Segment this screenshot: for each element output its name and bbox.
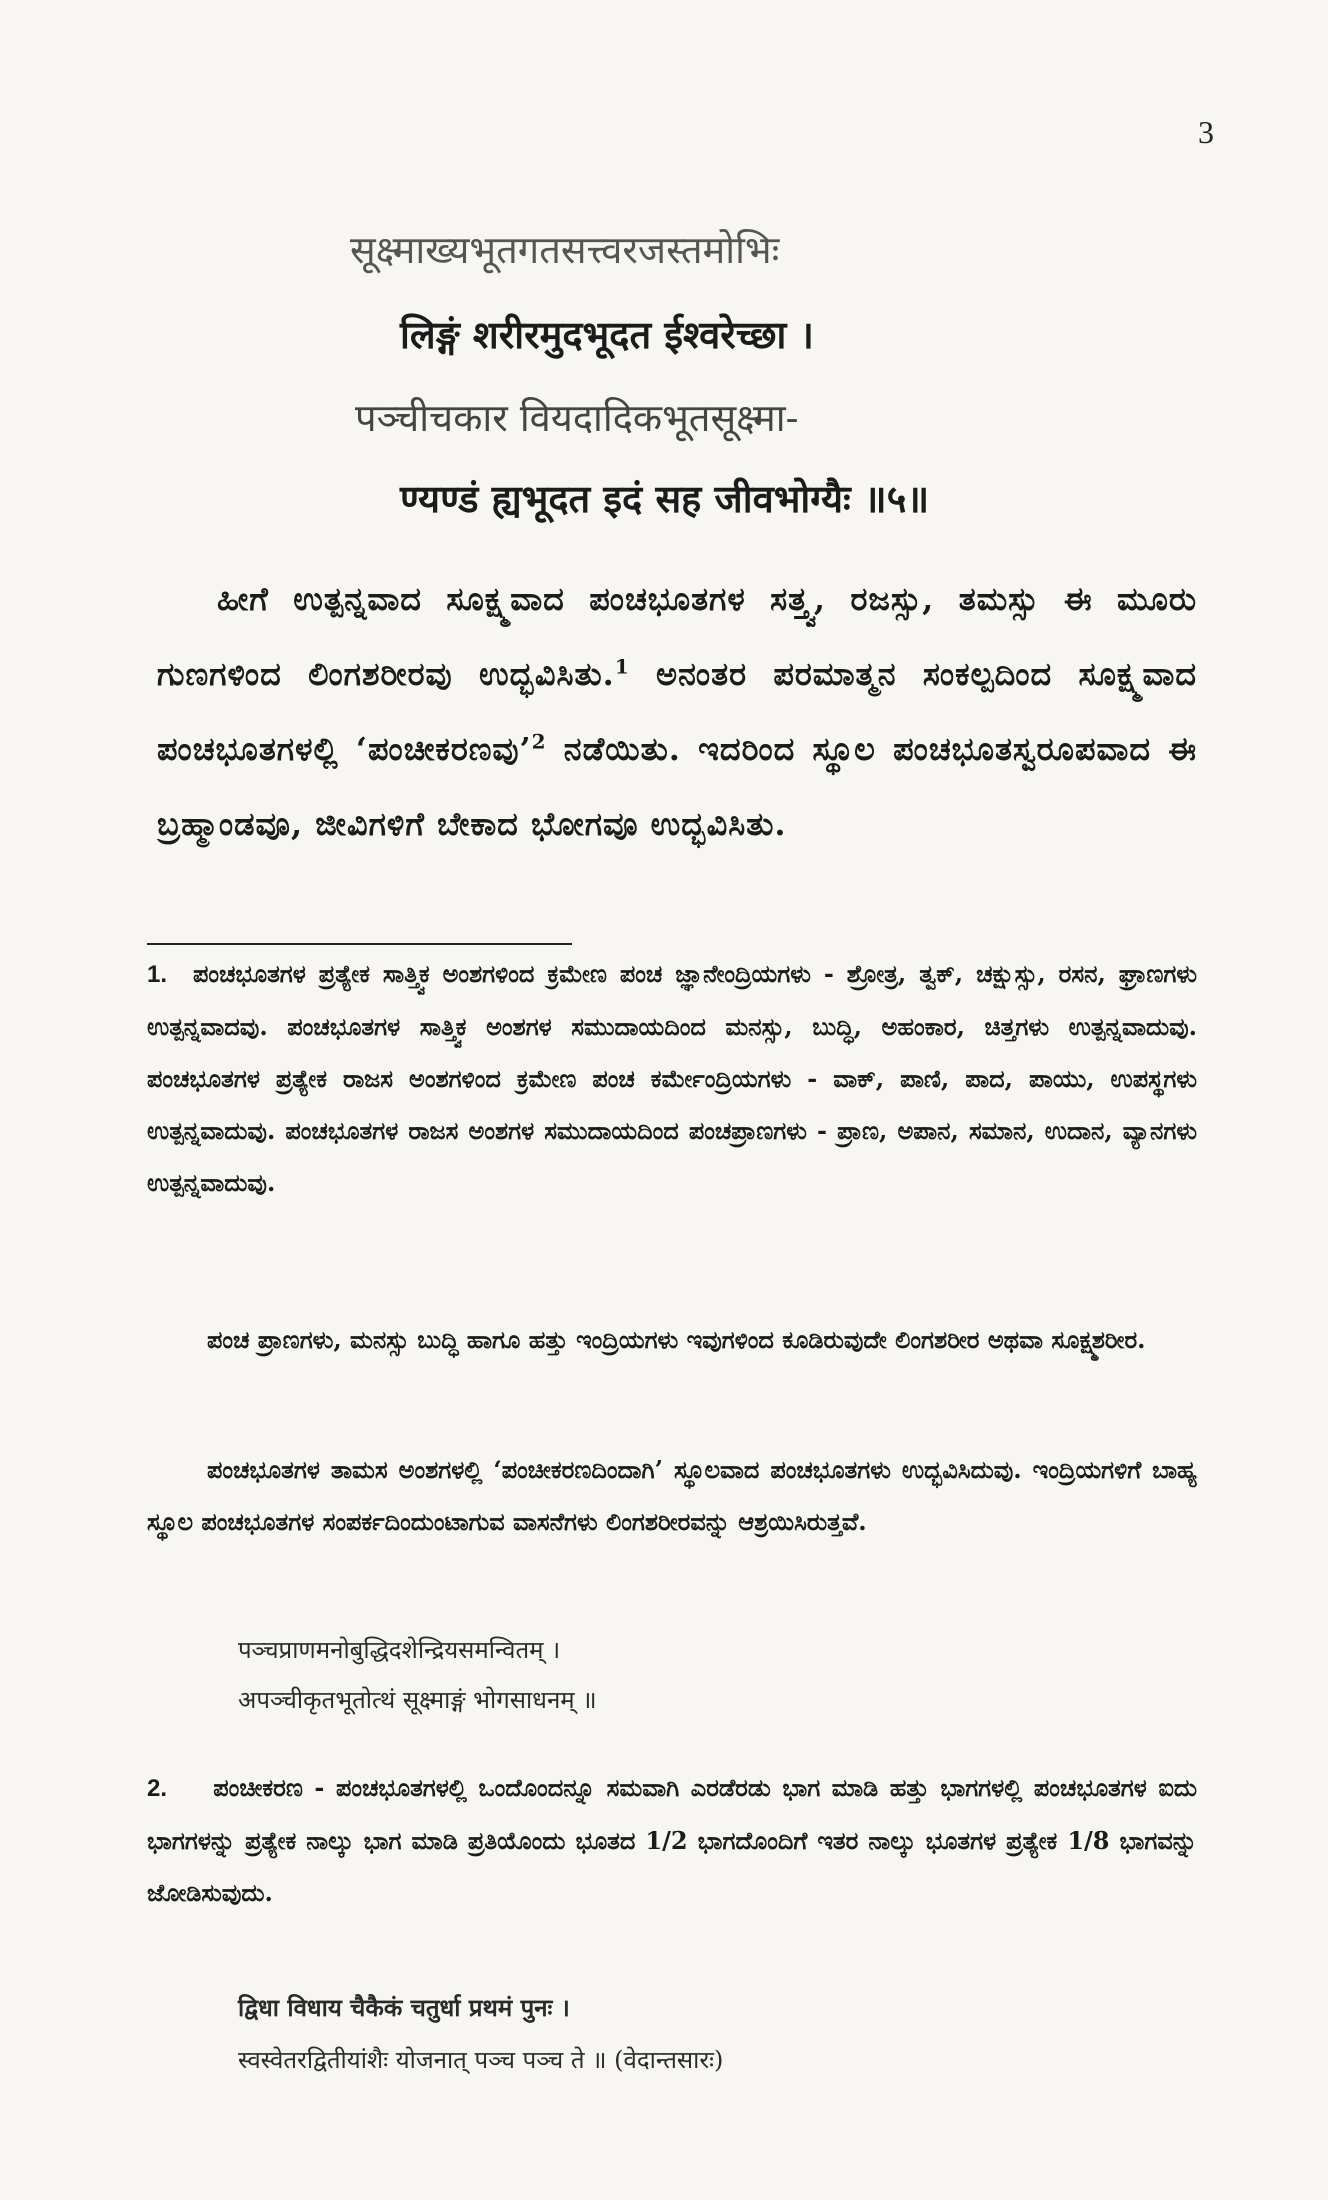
commentary-part-2: ಅನಂತರ ಪರಮಾತ್ಮನ ಸಂಕಲ್ಪದಿಂದ ಸೂಕ್ಷ್ಮವಾದ ಪಂಚಭೂತಗಳಲ್ಲಿ ‘ಪಂಚೀಕರಣವು’ <box>157 655 1197 768</box>
commentary-part-3: ನಡೆಯಿತು. ಇದರಿಂದ ಸ್ಥೂಲ ಪಂಚಭೂತಸ್ವರೂಪವಾದ ಈ ಬ್ರಹ್ಮಾಂಡವೂ, ಜೀವಿಗಳಿಗೆ ಬೇಕಾದ ಭೋಗವೂ ಉದ್ಭವಿಸಿತು. <box>157 730 1197 843</box>
footnote-1-text: ಪಂಚಭೂತಗಳ ಪ್ರತ್ಯೇಕ ಸಾತ್ತ್ವಿಕ ಅಂಶಗಳಿಂದ ಕ್ರಮೇಣ ಪಂಚ ಜ್ಞಾನೇಂದ್ರಿಯಗಳು - ಶ್ರೋತ್ರ, ತ್ವಕ್, ಚಕ್ಷುಸ್ಸು, ರಸನ, ಘ್ರಾಣಗಳು ಉತ್ಪನ್ನವಾದವು. ಪಂಚಭೂತಗಳ ಸಾತ್ತ್ವಿಕ ಅಂಶಗಳ ಸಮುದಾಯದಿಂದ ಮನಸ್ಸು, ಬುದ್ಧಿ, ಅಹಂಕಾರ, ಚಿತ್ತಗಳು ಉತ್ಪನ್ನವಾದುವು. ಪಂಚಭೂತಗಳ ಪ್ರತ್ಯೇಕ ರಾಜಸ ಅಂಶಗಳಿಂದ ಕ್ರಮೇಣ ಪಂಚ ಕರ್ಮೇಂದ್ರಿಯಗಳು - ವಾಕ್, ಪಾಣಿ, ಪಾದ, ಪಾಯು, ಉಪಸ್ಥಗಳು ಉತ್ಪನ್ನವಾದುವು. ಪಂಚಭೂತಗಳ ರಾಜಸ ಅಂಶಗಳ ಸಮುದಾಯದಿಂದ ಪಂಚಪ್ರಾಣಗಳು - ಪ್ರಾಣ, ಅಪಾನ, ಸಮಾನ, ಉದಾನ, ವ್ಯಾನಗಳು ಉತ್ಪನ್ನವಾದುವು. <box>147 959 1197 1197</box>
footnote-1-para-2: ಪಂಚ ಪ್ರಾಣಗಳು, ಮನಸ್ಸು ಬುದ್ಧಿ ಹಾಗೂ ಹತ್ತು ಇಂದ್ರಿಯಗಳು ಇವುಗಳಿಂದ ಕೂಡಿರುವುದೇ ಲಿಂಗಶರೀರ ಅಥವಾ ಸೂಕ್ಷ್ಮಶರೀರ. <box>207 1325 1146 1354</box>
sanskrit-verse-line-3: पञ्चीचकार वियदादिकभूतसूक्ष्मा- <box>355 396 799 440</box>
footnote-2-text: ಪಂಚೀಕರಣ - ಪಂಚಭೂತಗಳಲ್ಲಿ ಒಂದೊಂದನ್ನೂ ಸಮವಾಗಿ ಎರಡೆರಡು ಭಾಗ ಮಾಡಿ ಹತ್ತು ಭಾಗಗಳಲ್ಲಿ ಪಂಚಭೂತಗಳ ಐದು ಭಾಗಗಳನ್ನು ಪ್ರತ್ಯೇಕ ನಾಲ್ಕು ಭಾಗ ಮಾಡಿ ಪ್ರತಿಯೊಂದು ಭೂತದ 1/2 ಭಾಗದೊಂದಿಗೆ ಇತರ ನಾಲ್ಕು ಭೂತಗಳ ಪ್ರತ್ಯೇಕ 1/8 ಭಾಗವನ್ನು ಜೋಡಿಸುವುದು. <box>147 1773 1197 1907</box>
sanskrit-verse-line-4: ण्यण्डं ह्यभूदत इदं सह जीवभोग्यैः ॥५॥ <box>400 476 930 521</box>
footnote-2-sloka-line-2: स्वस्वेतरद्वितीयांशैः योजनात् पञ्च पञ्च ते ॥ (वेदान्तसारः) <box>238 2046 724 2074</box>
footnote-ref-1: 1 <box>614 654 630 679</box>
footnote-1-sloka-line-1: पञ्चप्राणमनोबुद्धिदशेन्द्रियसमन्वितम् । <box>238 1636 561 1664</box>
footnote-2-number: 2. <box>147 1775 168 1802</box>
kannada-commentary <box>157 562 1197 862</box>
sanskrit-verse-line-1: सूक्ष्माख्यभूतगतसत्त्वरजस्तमोभिः <box>350 228 780 272</box>
footnote-1-number: 1. <box>147 961 168 988</box>
sanskrit-verse-line-2: लिङ्गं शरीरमुदभूदत ईश्वरेच्छा । <box>400 312 814 357</box>
footnote-2 <box>147 1762 1197 1919</box>
commentary-part-1: ಹೀಗೆ ಉತ್ಪನ್ನವಾದ ಸೂಕ್ಷ್ಮವಾದ ಪಂಚಭೂತಗಳ ಸತ್ತ್ವ, ರಜಸ್ಸು, ತಮಸ್ಸು ಈ ಮೂರು ಗುಣಗಳಿಂದ ಲಿಂಗಶರೀರವು ಉದ್ಭವಿಸಿತು. <box>157 580 1197 693</box>
footnote-1-sloka-line-2: अपञ्चीकृतभूतोत्थं सूक्ष्माङ्गं भोगसाधनम् ॥ <box>238 1686 597 1714</box>
footnote-2-sloka-line-1: द्विधा विधाय चैकैकं चतुर्धा प्रथमं पुनः । <box>238 1993 570 2022</box>
footnote-1-para-1 <box>147 948 1197 1209</box>
footnote-1-para-3: ಪಂಚಭೂತಗಳ ತಾಮಸ ಅಂಶಗಳಲ್ಲಿ ‘ಪಂಚೀಕರಣದಿಂದಾಗಿ’ ಸ್ಥೂಲವಾದ ಪಂಚಭೂತಗಳು ಉದ್ಭವಿಸಿದುವು. ಇಂದ್ರಿಯಗಳಿಗೆ ಬಾಹ್ಯ ಸ್ಥೂಲ ಪಂಚಭೂತಗಳ ಸಂಪರ್ಕದಿಂದುಂಟಾಗುವ ವಾಸನೆಗಳು ಲಿಂಗಶರೀರವನ್ನು ಆಶ್ರಯಿಸಿರುತ್ತವೆ. <box>147 1455 1197 1536</box>
footnote-divider <box>147 943 572 945</box>
footnote-ref-2: 2 <box>531 729 547 754</box>
page-number: 3 <box>1198 114 1214 150</box>
